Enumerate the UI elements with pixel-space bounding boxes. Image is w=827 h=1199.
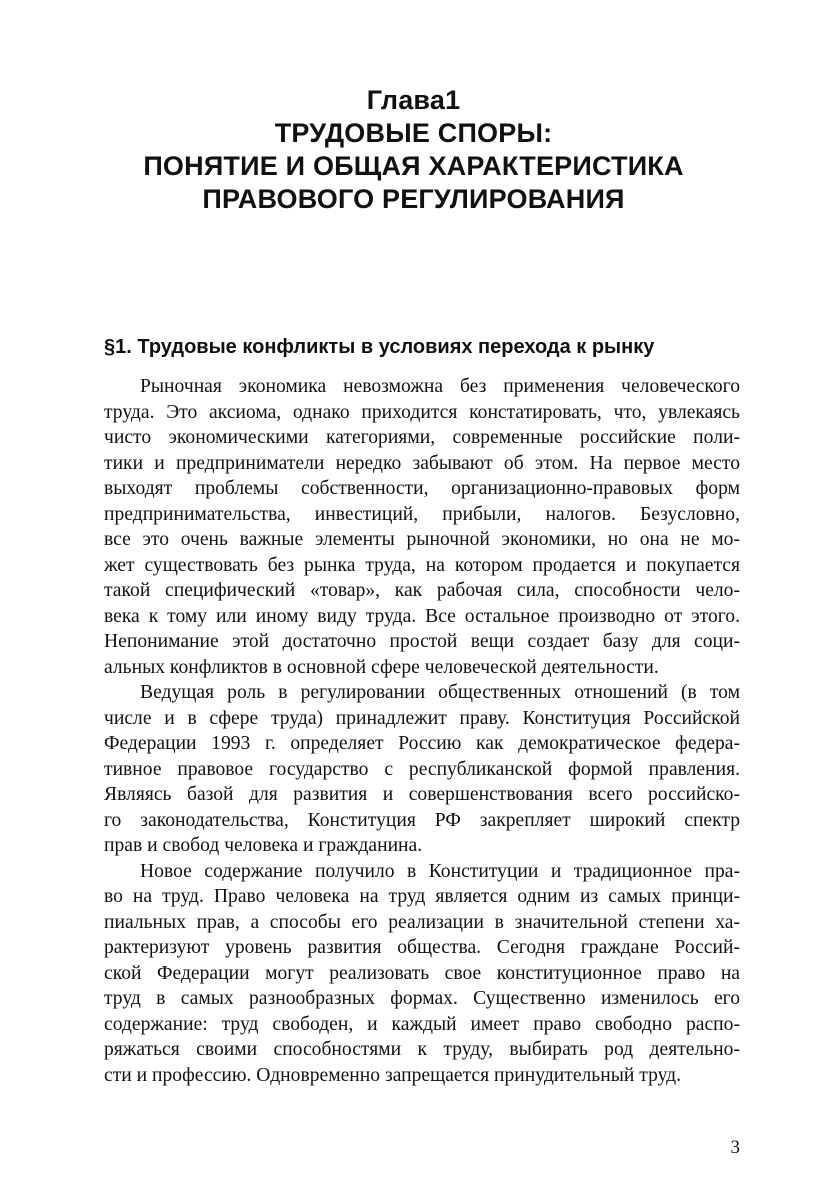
paragraph-line: сти и профессию. Одновременно запрещается принудительный труд. [104, 1064, 682, 1086]
chapter-title-line-3: ПРАВОВОГО РЕГУЛИРОВАНИЯ [202, 184, 625, 214]
paragraph-line: Ведущая роль в регулировании общественных отношений (в том [140, 682, 740, 703]
paragraph-line: Являясь базой для развития и совершенствования всего российско- [104, 784, 740, 805]
paragraph-line: чисто экономическими категориями, современные российские поли- [104, 427, 740, 448]
body-text [104, 374, 740, 1088]
paragraph-line: труда. Это аксиома, однако приходится констатировать, что, увлекаясь [104, 401, 740, 423]
chapter-number: Глава1 [366, 85, 461, 115]
section-title: §1. Трудовые конфликты в условиях перехода к рынку [104, 336, 655, 358]
paragraph-line: ской Федерации могут реализовать свое конституционное право на [104, 962, 740, 984]
paragraph-line: тики и предприниматели нередко забывают об этом. На первое место [104, 452, 740, 474]
paragraph-line: труд в самых разнообразных формах. Существенно изменилось его [104, 988, 740, 1009]
paragraph-line: во на труд. Право человека на труд является одним из самых принци- [104, 886, 740, 907]
paragraph-2 [104, 680, 740, 859]
paragraph-line: ряжаться своими способностями к труду, выбирать род деятельно- [104, 1039, 740, 1060]
paragraph-line: числе и в сфере труда) принадлежит праву. Конституция Российской [104, 707, 740, 729]
paragraph-line: пиальных прав, а способы его реализации в значительной степени ха- [104, 911, 740, 933]
paragraph-line: Новое содержание получило в Конституции и традиционное пра- [140, 860, 740, 882]
paragraph-line: века к тому или иному виду труда. Все остальное производно от этого. [104, 605, 740, 627]
paragraph-line: предпринимательства, инвестиций, прибыли, налогов. Безусловно, [104, 503, 740, 525]
paragraph-line: жет существовать без рынка труда, на котором продается и покупается [104, 554, 740, 576]
chapter-heading [0, 84, 827, 216]
paragraph-line: тивное правовое государство с республиканской формой правления. [104, 758, 740, 780]
paragraph-line: все это очень важные элементы рыночной экономики, но она не мо- [104, 529, 740, 550]
page-number: 3 [730, 1137, 740, 1158]
paragraph-line: Рыночная экономика невозможна без применения человеческого [140, 376, 740, 397]
paragraph-3 [104, 859, 740, 1089]
paragraph-line: прав и свобод человека и гражданина. [104, 835, 423, 856]
paragraph-line: альных конфликтов в основной сфере человеческой деятельности. [104, 656, 659, 678]
paragraph-1 [104, 374, 740, 680]
paragraph-line: выходят проблемы собственности, организационно-правовых форм [104, 478, 740, 499]
paragraph-line: содержание: труд свободен, и каждый имеет право свободно распо- [104, 1013, 740, 1035]
chapter-title-line-2: ПОНЯТИЕ И ОБЩАЯ ХАРАКТЕРИСТИКА [143, 151, 684, 181]
paragraph-line: такой специфический «товар», как рабочая сила, способности чело- [104, 580, 740, 601]
paragraph-line: рактеризуют уровень развития общества. Сегодня граждане Россий- [104, 937, 740, 958]
paragraph-line: Непонимание этой достаточно простой вещи создает базу для соци- [104, 631, 740, 652]
paragraph-line: го законодательства, Конституция РФ закрепляет широкий спектр [104, 809, 740, 831]
paragraph-line: Федерации 1993 г. определяет Россию как демократическое федера- [104, 733, 740, 754]
chapter-title-line-1: ТРУДОВЫЕ СПОРЫ: [274, 118, 553, 148]
